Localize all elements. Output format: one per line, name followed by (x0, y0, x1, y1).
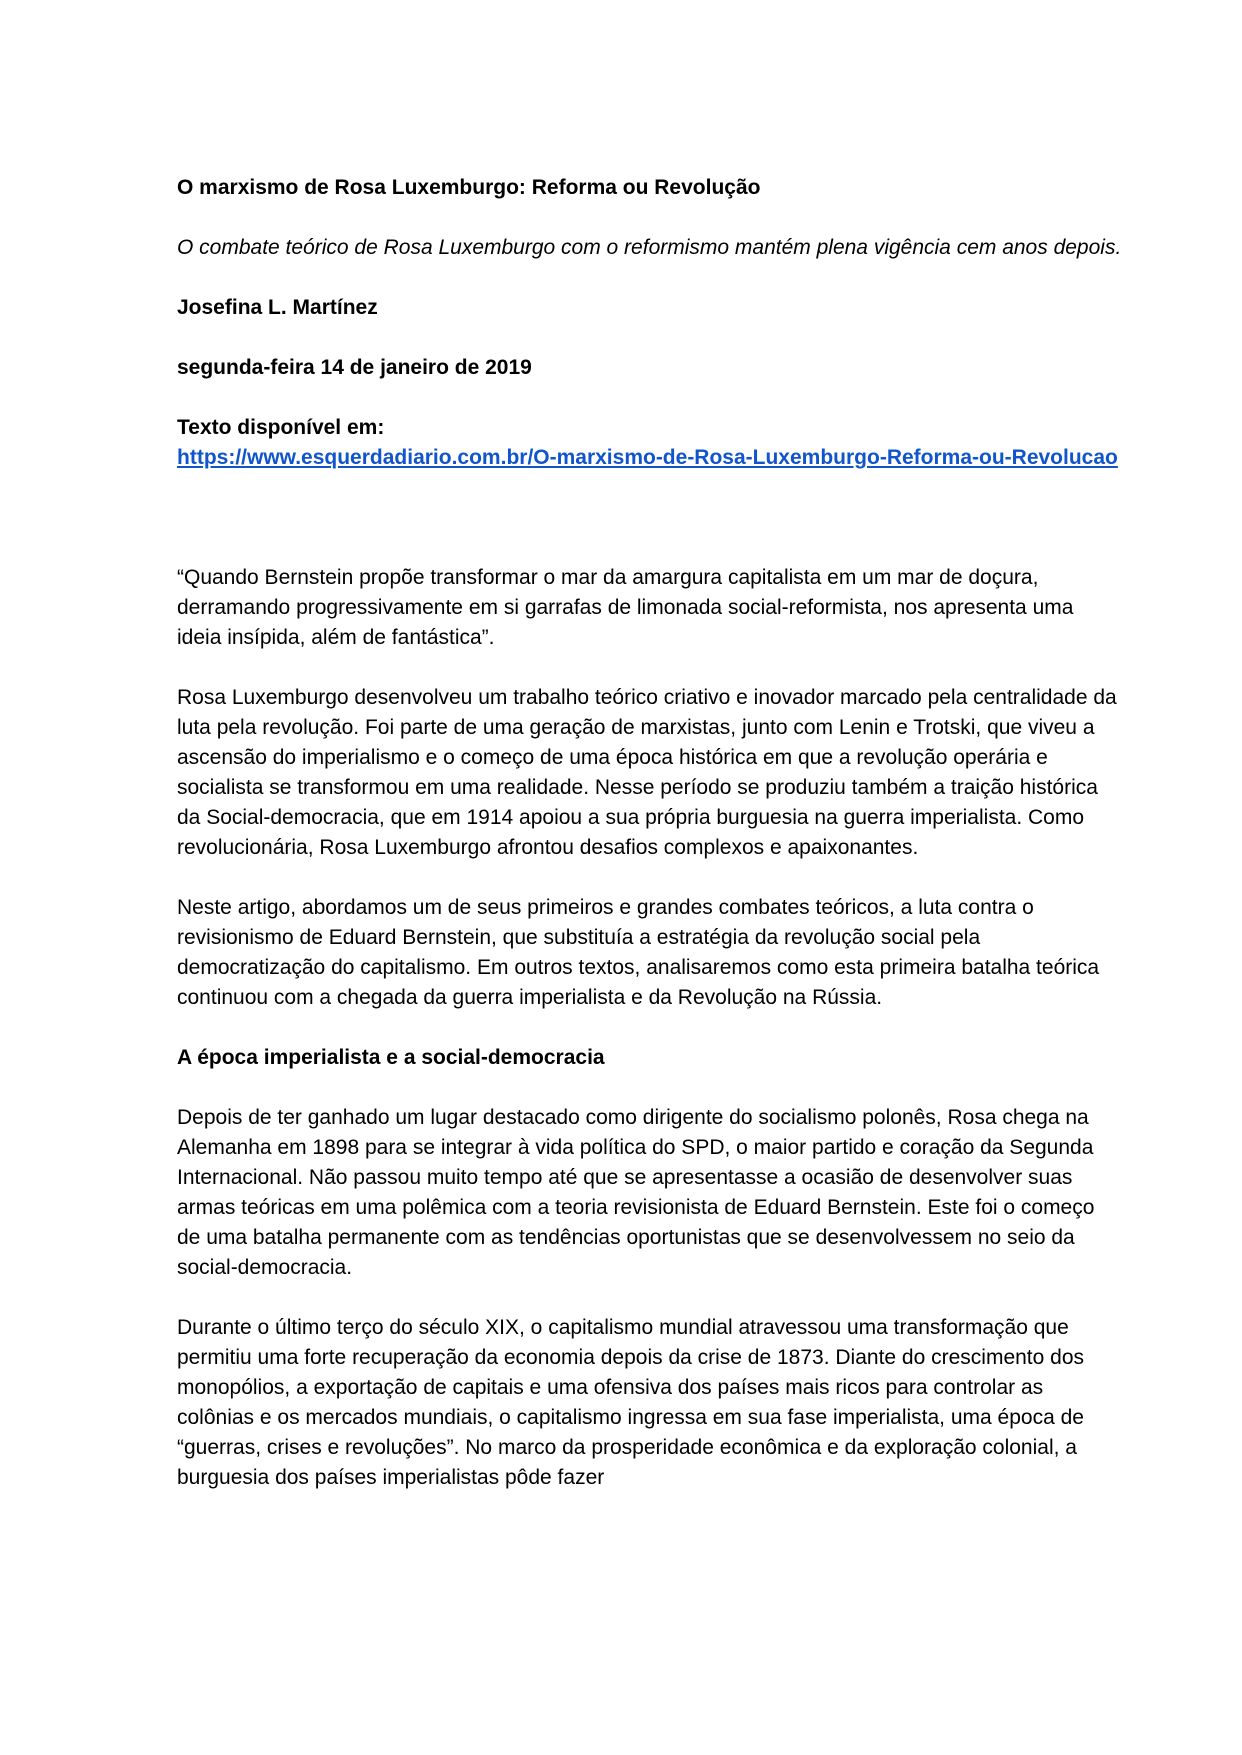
article-title: O marxismo de Rosa Luxemburgo: Reforma ou Revolução (177, 176, 761, 199)
body-paragraph-1: Rosa Luxemburgo desenvolveu um trabalho teórico criativo e inovador marcado pela centralidade da luta pela revolução. Foi parte de uma geração de marxistas, junto com Lenin e Trotski, que viveu a ascensão do imperialismo e o começo de uma época histórica em que a revolução operária e socialista se transformou em uma realidade. Nesse período se produziu também a traição histórica da Social-democracia, que em 1914 apoiou a sua própria burguesia na guerra imperialista. Como revolucionária, Rosa Luxemburgo afrontou desafios complexos e apaixonantes. (177, 686, 1117, 859)
body-paragraph-2: Neste artigo, abordamos um de seus primeiros e grandes combates teóricos, a luta contra o revisionismo de Eduard Bernstein, que substituía a estratégia da revolução social pela democratização do capitalismo. Em outros textos, analisaremos como esta primeira batalha teórica continuou com a chegada da guerra imperialista e da Revolução na Rússia. (177, 896, 1100, 1009)
document-page (177, 173, 1122, 1523)
body-paragraph-4: Durante o último terço do século XIX, o capitalismo mundial atravessou uma transformação que permitiu uma forte recuperação da economia depois da crise de 1873. Diante do crescimento dos monopólios, a exportação de capitais e uma ofensiva dos países mais ricos para controlar as colônias e os mercados mundiais, o capitalismo ingressa em sua fase imperialista, uma época de “guerras, crises e revoluções”. No marco da prosperidade econômica e da exploração colonial, a burguesia dos países imperialistas pôde fazer (177, 1316, 1085, 1489)
source-link[interactable]: https://www.esquerdadiario.com.br/O-marxismo-de-Rosa-Luxemburgo-Reforma-ou-Revolucao (177, 446, 1118, 469)
source-block (177, 413, 1122, 473)
quote-paragraph: “Quando Bernstein propõe transformar o mar da amargura capitalista em um mar de doçura, derramando progressivamente em si garrafas de limonada social-reformista, nos apresenta uma ideia insípida, além de fantástica”. (177, 566, 1074, 649)
section-heading: A época imperialista e a social-democracia (177, 1046, 605, 1069)
article-date: segunda-feira 14 de janeiro de 2019 (177, 356, 532, 379)
source-label: Texto disponível em: (177, 416, 385, 439)
spacer (177, 473, 1122, 563)
article-subtitle: O combate teórico de Rosa Luxemburgo com o reformismo mantém plena vigência cem anos depois. (177, 236, 1122, 259)
article-author: Josefina L. Martínez (177, 296, 378, 319)
body-paragraph-3: Depois de ter ganhado um lugar destacado como dirigente do socialismo polonês, Rosa chega na Alemanha em 1898 para se integrar à vida política do SPD, o maior partido e coração da Segunda Internacional. Não passou muito tempo até que se apresentasse a ocasião de desenvolver suas armas teóricas em uma polêmica com a teoria revisionista de Eduard Bernstein. Este foi o começo de uma batalha permanente com as tendências oportunistas que se desenvolvessem no seio da social-democracia. (177, 1106, 1095, 1279)
